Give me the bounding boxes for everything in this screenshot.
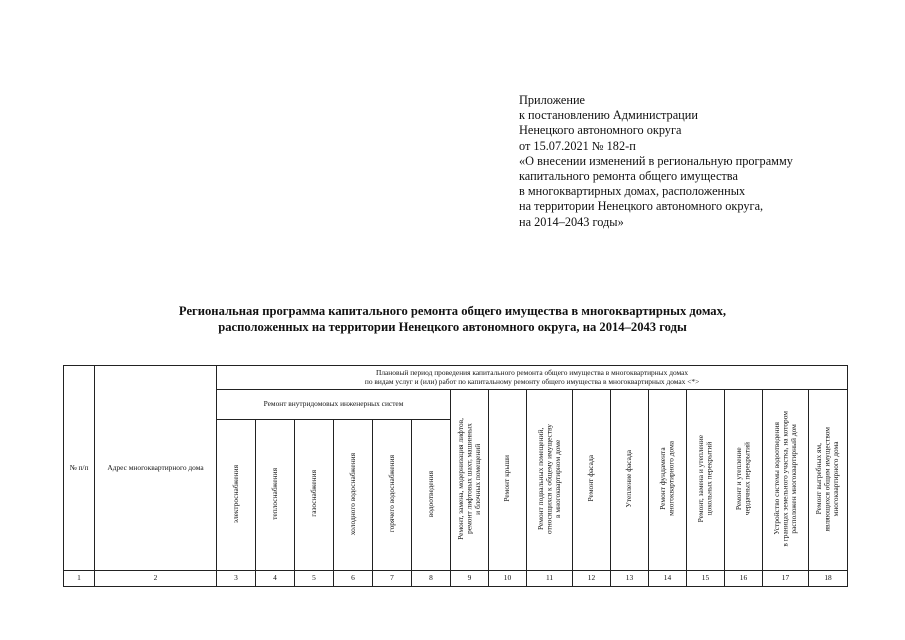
planned-period-line: Плановый период проведения капитального ремонта общего имущества в многоквартирных домах: [376, 367, 689, 377]
appendix-line: Приложение: [519, 93, 585, 107]
col-header-lifts: [451, 390, 489, 571]
header-line: Ремонт подвальных помещений,: [535, 427, 545, 530]
column-number: 1: [64, 571, 95, 587]
appendix-line: капитального ремонта общего имущества: [519, 169, 738, 184]
header-line: Ремонт фасада: [586, 455, 596, 502]
column-number: 16: [725, 571, 763, 587]
header-line: расположен многоквартирный дом: [788, 423, 798, 534]
appendix-line: к постановлению Администрации: [519, 108, 698, 123]
header-line: относящихся к общему имуществу: [544, 423, 554, 534]
header-line: Ремонт крыши: [502, 455, 512, 502]
document-title: [0, 304, 905, 335]
column-number: 3: [217, 571, 256, 587]
col-header-attic-floors: [725, 390, 763, 571]
col-header-basement: [527, 390, 573, 571]
appendix-line: на 2014–2043 годы»: [519, 214, 624, 229]
col-header-cesspools: [809, 390, 848, 571]
col-header-roof: [489, 390, 527, 571]
title-line: расположенных на территории Ненецкого автономного округа, на 2014–2043 годы: [218, 319, 687, 334]
header-line: многоквартирного дома: [666, 441, 676, 517]
col-header-foundation: [649, 390, 687, 571]
header-line: ремонт лифтовых шахт, машинных: [464, 423, 474, 535]
column-number: 10: [489, 571, 527, 587]
column-number: 13: [611, 571, 649, 587]
appendix-block: [519, 93, 899, 230]
header-line: Устройство системы водоотведения: [771, 422, 781, 535]
header-line: Ремонт фундамента: [657, 447, 667, 510]
appendix-line: на территории Ненецкого автономного округа,: [519, 199, 764, 214]
col-header-hot-water: горячего водоснабжения: [373, 420, 412, 571]
column-number: 2: [95, 571, 217, 587]
appendix-line: Ненецкого автономного округа: [519, 123, 682, 138]
column-number: 12: [573, 571, 611, 587]
col-header-heating: теплоснабжения: [256, 420, 295, 571]
header-line: Ремонт, замена и утепление: [695, 435, 705, 523]
program-table: [63, 365, 848, 587]
col-header-drainage-system: [763, 390, 809, 571]
col-header-facade: [573, 390, 611, 571]
column-number: 11: [527, 571, 573, 587]
column-number: 4: [256, 571, 295, 587]
col-header-number: [64, 366, 95, 571]
header-line: цокольных перекрытий: [704, 441, 714, 516]
planned-period-header: [217, 366, 848, 390]
col-header-address-text: Адрес многоквартирного дома: [107, 462, 204, 472]
internal-systems-group-header: [217, 390, 451, 420]
col-header-cold-water: холодного водоснабжения: [334, 420, 373, 571]
header-line: многоквартирного дома: [831, 441, 841, 517]
header-line: Ремонт и утепление: [733, 447, 743, 511]
planned-period-line: по видам услуг и (или) работ по капитальному ремонту общего имущества в многоквартирных домах <*>: [364, 376, 700, 386]
column-number: 7: [373, 571, 412, 587]
header-line: и блочных помещений: [472, 443, 482, 515]
header-line: чердачных перекрытий: [742, 442, 752, 516]
col-header-number-text: № п/п: [69, 462, 89, 472]
appendix-line: «О внесении изменений в региональную программу: [519, 153, 793, 168]
title-line: Региональная программа капитального ремонта общего имущества в многоквартирных домах,: [178, 304, 727, 318]
internal-systems-group-text: Ремонт внутридомовых инженерных систем: [263, 399, 404, 409]
column-number: 9: [451, 571, 489, 587]
header-line: в границах земельного участка, на котором: [780, 410, 790, 547]
column-number: 5: [295, 571, 334, 587]
header-line: в многоквартирном доме: [552, 439, 562, 518]
header-line: Ремонт, замена, модернизация лифтов,: [455, 417, 465, 540]
col-header-facade-insulation: [611, 390, 649, 571]
header-line: Утепление фасада: [624, 449, 634, 508]
column-number: 14: [649, 571, 687, 587]
column-number-row: [64, 571, 848, 587]
appendix-line: в многоквартирных домах, расположенных: [519, 184, 746, 199]
column-number: 8: [412, 571, 451, 587]
column-number: 17: [763, 571, 809, 587]
header-line: Ремонт выгребных ям,: [814, 443, 824, 515]
col-header-gas: газоснабжения: [295, 420, 334, 571]
col-header-sewerage: водоотведения: [412, 420, 451, 571]
column-number: 15: [687, 571, 725, 587]
appendix-line: от 15.07.2021 № 182-п: [519, 138, 636, 153]
col-header-electricity: электроснабжения: [217, 420, 256, 571]
column-number: 6: [334, 571, 373, 587]
col-header-plinth-floors: [687, 390, 725, 571]
col-header-address: [95, 366, 217, 571]
column-number: 18: [809, 571, 848, 587]
header-line: являющихся общим имуществом: [822, 426, 832, 531]
